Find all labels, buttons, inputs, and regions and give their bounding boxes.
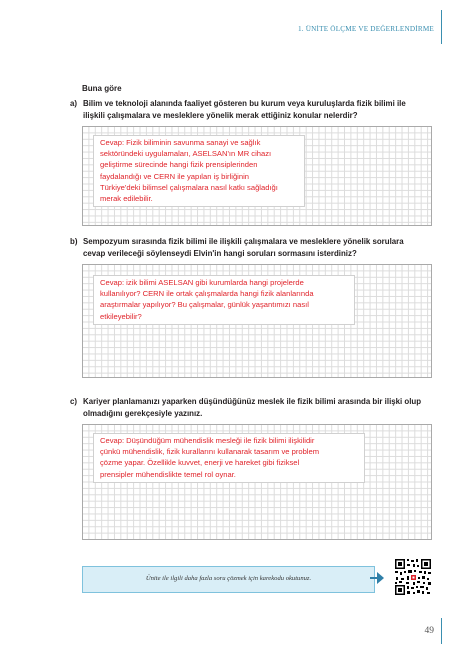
- question-text-line: Bilim ve teknoloji alanında faaliyet gösteren bu kurum veya kuruluşlarda fizik bilimi ile: [83, 99, 406, 108]
- qr-code-icon[interactable]: [394, 558, 432, 596]
- answer-grid-c[interactable]: [82, 424, 432, 540]
- answer-box-b: [93, 275, 355, 325]
- answer-line: prensipler mühendislikte temel rol oynar.: [100, 469, 236, 479]
- answer-grid-b[interactable]: [82, 264, 432, 378]
- question-label: b): [70, 237, 78, 246]
- question-text-line: Sempozyum sırasında fizik bilimi ile ilişkili çalışmalara ve mesleklere yönelik sorulara: [83, 237, 404, 246]
- question-label: c): [70, 397, 78, 406]
- answer-line: araştırmalar yapılıyor? Bu çalışmalar, günlük yaşantımızı nasıl: [100, 300, 309, 310]
- answer-line: Türkiye'deki bilimsel çalışmalara nasıl katkı sağladığı: [100, 182, 278, 192]
- footer-divider: [441, 618, 442, 644]
- qr-note-text: Ünite ile ilgili daha fazla soru çözmek için karekodu okutunuz.: [145, 575, 312, 582]
- question-text-line: Kariyer planlamanızı yaparken düşündüğünüz meslek ile fizik bilimi arasında bir ilişki olup: [83, 397, 422, 406]
- answer-line: Cevap: Düşündüğüm mühendislik mesleği ile fizik bilimi ilişkilidir: [100, 436, 315, 445]
- intro-text: Buna göre: [82, 84, 122, 93]
- header-divider: [441, 10, 442, 44]
- answer-line: sektöründeki uygulamaları, ASELSAN'ın MR cihazı: [100, 149, 272, 159]
- question-b: [70, 236, 432, 259]
- question-text-line: olmadığını gerekçesiyle yazınız.: [83, 408, 203, 418]
- answer-line: çünkü mühendislik, fizik kurallarını kullanarak tasarım ve problem: [100, 447, 320, 457]
- question-label: a): [70, 99, 78, 108]
- answer-line: etkileyebilir?: [100, 311, 142, 321]
- answer-box-a: [93, 135, 305, 207]
- question-text-line: cevap verileceği söylenseydi Elvin'in hangi soruları sormasını isterdiniz?: [83, 248, 357, 258]
- answer-line: Cevap: Fizik biliminin savunma sanayi ve sağlık: [100, 138, 261, 147]
- answer-line: çözme yapar. Özellikle kuvvet, enerji ve hareket gibi fiziksel: [100, 458, 300, 468]
- answer-grid-a[interactable]: [82, 126, 432, 226]
- question-c: [70, 396, 432, 419]
- unit-title: 1. ÜNİTE ÖLÇME VE DEĞERLENDİRME: [297, 25, 434, 33]
- answer-line: geliştirme sürecinde hangi fizik prensiplerinden: [100, 160, 258, 170]
- answer-line: Cevap: izik bilimi ASELSAN gibi kurumlarda hangi projelerde: [100, 278, 304, 287]
- answer-line: faydalandığı ve CERN ile yapılan iş birliğinin: [100, 171, 249, 181]
- question-text-line: ilişkili çalışmalara ve mesleklere yönelik merak ettiğiniz konular nelerdir?: [83, 110, 358, 120]
- question-a: [70, 98, 432, 121]
- answer-box-c: [93, 433, 365, 483]
- answer-line: kullanılıyor? CERN ile ortak çalışmalarda hangi fizik alanlarında: [100, 289, 314, 299]
- answer-line: merak edilebilir.: [100, 194, 153, 204]
- arrow-right-icon: [377, 572, 384, 584]
- page-number: 49: [424, 626, 434, 636]
